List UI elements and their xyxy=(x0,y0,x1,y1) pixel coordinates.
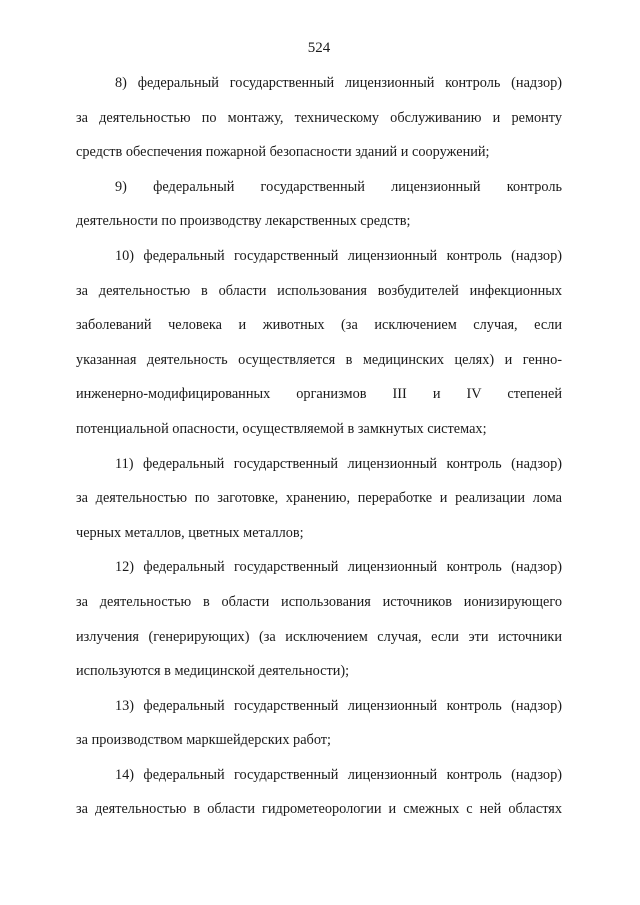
paragraph xyxy=(76,170,562,239)
paragraph xyxy=(76,550,562,688)
paragraph-line: за деятельностью по монтажу, техническому обслуживанию и ремонту xyxy=(76,109,562,126)
paragraph xyxy=(76,66,562,170)
paragraph-line: средств обеспечения пожарной безопасности зданий и сооружений; xyxy=(76,144,490,161)
paragraph-line: деятельности по производству лекарственных средств; xyxy=(76,213,411,230)
paragraph-line: за деятельностью в области использования возбудителей инфекционных xyxy=(76,282,562,299)
paragraph-line: излучения (генерирующих) (за исключением случая, если эти источники xyxy=(76,628,562,645)
paragraph xyxy=(76,689,562,758)
paragraph-line: 12) федеральный государственный лицензионный контроль (надзор) xyxy=(115,559,562,576)
paragraph-line: заболеваний человека и животных (за исключением случая, если xyxy=(76,317,562,334)
paragraph-line: за деятельностью в области гидрометеорологии и смежных с ней областях xyxy=(76,801,562,818)
paragraph xyxy=(76,758,562,827)
paragraph-line: 11) федеральный государственный лицензионный контроль (надзор) xyxy=(115,455,562,472)
paragraph xyxy=(76,447,562,551)
paragraph-line: 9) федеральный государственный лицензионный контроль xyxy=(115,178,562,195)
paragraph-line: потенциальной опасности, осуществляемой в замкнутых системах; xyxy=(76,420,487,437)
page-number: 524 xyxy=(307,40,331,56)
paragraph-line: за деятельностью в области использования источников ионизирующего xyxy=(76,593,562,610)
paragraph xyxy=(76,239,562,447)
paragraph-line: за производством маркшейдерских работ; xyxy=(76,732,331,749)
document-body xyxy=(76,66,562,827)
paragraph-line: черных металлов, цветных металлов; xyxy=(76,524,304,541)
paragraph-line: 8) федеральный государственный лицензионный контроль (надзор) xyxy=(115,75,562,91)
paragraph-line: инженерно-модифицированных организмов III и IV степеней xyxy=(76,386,562,403)
paragraph-line: 14) федеральный государственный лицензионный контроль (надзор) xyxy=(115,766,562,783)
paragraph-line: 13) федеральный государственный лицензионный контроль (надзор) xyxy=(115,697,562,714)
paragraph-line: используются в медицинской деятельности); xyxy=(76,663,350,680)
paragraph-line: за деятельностью по заготовке, хранению, переработке и реализации лома xyxy=(76,490,562,507)
paragraph-line: указанная деятельность осуществляется в медицинских целях) и генно- xyxy=(76,351,562,368)
paragraph-line: 10) федеральный государственный лицензионный контроль (надзор) xyxy=(115,247,562,264)
